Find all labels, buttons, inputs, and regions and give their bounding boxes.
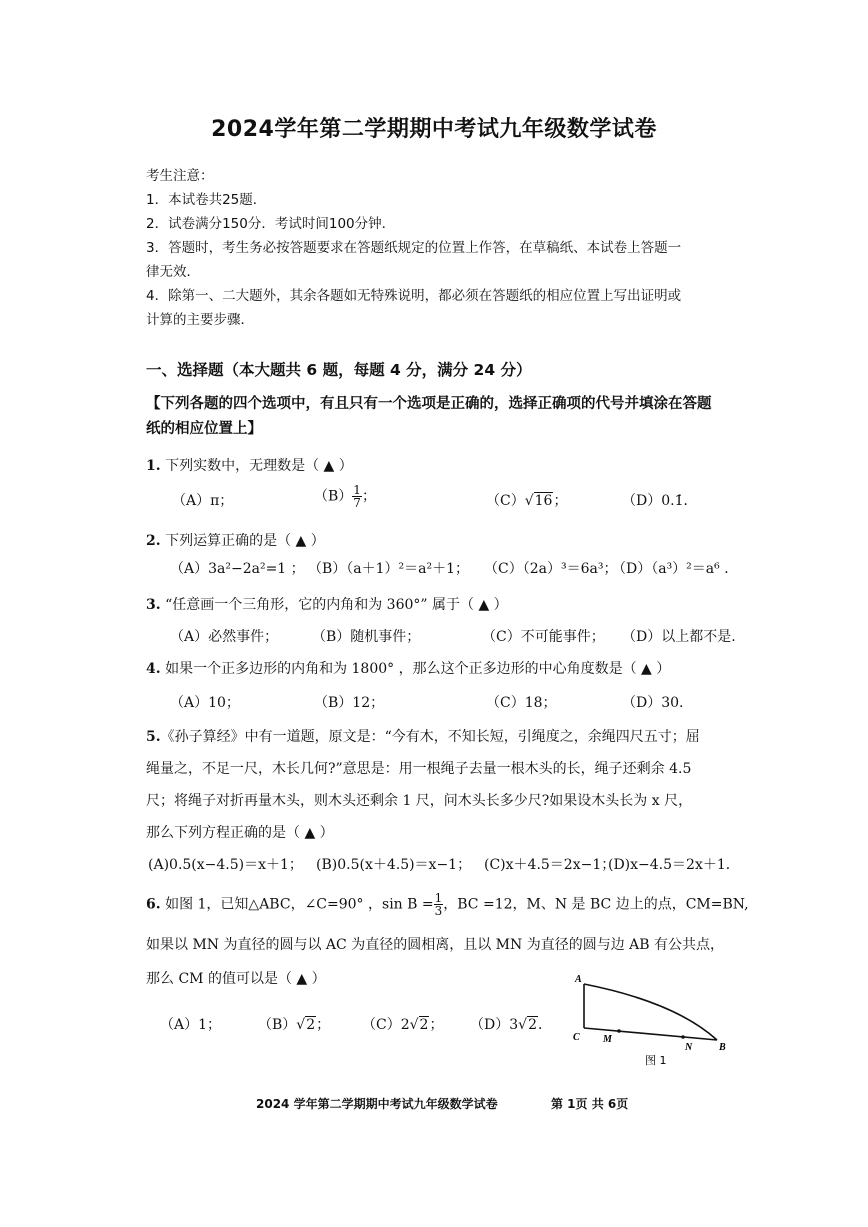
option-prefix: （C） — [486, 493, 525, 509]
question-4 — [146, 658, 670, 678]
label-a: A — [575, 974, 582, 985]
fraction-denominator: 3 — [434, 904, 443, 918]
q1-option-c: （C）√16； — [486, 493, 568, 509]
q3-option-a: （A）必然事件； — [170, 629, 279, 645]
instruction-line: 纸的相应位置上】 — [146, 421, 262, 437]
question-5-line: 绳量之，不足一尺，木长几何?”意思是：用一根绳子去量一根木头的长，绳子还剩余 4.5 — [146, 761, 692, 777]
q2-option-d: （D）（a³）²＝a⁶ ． — [612, 561, 739, 577]
label-c: C — [573, 1032, 580, 1043]
q2-option-c: （C）（2a）³＝6a³； — [484, 561, 618, 577]
page-number: 第 1页 共 6页 — [551, 1097, 629, 1111]
question-number: 6. — [146, 896, 161, 913]
q1-option-d: （D）0.1̇． — [622, 493, 698, 509]
section-instruction — [146, 392, 746, 442]
option-suffix: ； — [361, 488, 376, 505]
side-ab — [584, 984, 717, 1040]
q6-option-d: （D）3√2． — [470, 1017, 552, 1033]
option-prefix: （C）2 — [362, 1017, 410, 1033]
question-stem-cont: ，BC =12，M、N 是 BC 边上的点，CM=BN, — [443, 896, 749, 913]
q3-option-d: （D）以上都不是. — [622, 629, 736, 645]
instruction-line: 【下列各题的四个选项中，有且只有一个选项是正确的，选择正确项的代号并填涂在答题 — [146, 396, 712, 412]
exam-notes — [146, 164, 746, 332]
notes-item: 2．试卷满分150分．考试时间100分钟． — [146, 216, 396, 232]
q3-option-b: （B）随机事件； — [312, 629, 421, 645]
q5-option-a: (A)0.5(x−4.5)＝x＋1； — [148, 857, 303, 873]
question-3 — [146, 594, 508, 614]
figure-caption: 图 1 — [645, 1054, 667, 1067]
fraction-numerator: 1 — [353, 483, 361, 497]
notes-item: 3．答题时，考生务必按答题要求在答题纸规定的位置上作答，在草稿纸、本试卷上答题一 — [146, 240, 682, 256]
notes-item: 1．本试卷共25题． — [146, 192, 267, 208]
q1-option-a: （A）π； — [172, 493, 234, 509]
q4-option-d: （D）30. — [622, 695, 684, 711]
q6-option-c: （C）2√2； — [362, 1017, 444, 1033]
option-prefix: （D）3 — [470, 1017, 519, 1033]
fraction — [434, 892, 444, 917]
question-number: 3. — [146, 597, 161, 613]
footer-title: 2024 学年第二学期期中考试九年级数学试卷 — [256, 1097, 498, 1111]
radicand: 2 — [419, 1017, 429, 1033]
question-number: 2. — [146, 533, 161, 549]
label-n: N — [685, 1042, 693, 1053]
q4-option-a: （A）10； — [170, 695, 240, 711]
question-6 — [146, 892, 749, 917]
option-prefix: （B） — [258, 1017, 297, 1033]
radicand: 2 — [306, 1017, 316, 1033]
question-1 — [146, 455, 353, 475]
question-5 — [146, 726, 700, 746]
q5-option-d: (D)x−4.5＝2x＋1． — [608, 857, 740, 873]
notes-item: 律无效． — [146, 264, 200, 280]
fraction-numerator: 1 — [434, 891, 443, 905]
q5-option-b: (B)0.5(x＋4.5)＝x−1； — [316, 857, 472, 873]
q2-option-a: （A）3a²−2a²=1 ； — [170, 561, 305, 577]
question-stem: 下列运算正确的是（ ▲ ） — [165, 533, 325, 549]
option-suffix: ； — [553, 493, 568, 509]
q4-option-b: （B）12； — [314, 695, 385, 711]
page-title: 2024学年第二学期期中考试九年级数学试卷 — [211, 117, 657, 142]
question-5-line: 那么下列方程正确的是（ ▲ ） — [146, 825, 334, 841]
option-suffix: ． — [537, 1017, 552, 1033]
label-m: M — [603, 1034, 612, 1045]
q2-option-b: （B）（a＋1）²＝a²＋1； — [308, 561, 470, 577]
question-stem: “任意画一个三角形，它的内角和为 360°” 属于（ ▲ ） — [165, 597, 508, 613]
label-b: B — [719, 1042, 726, 1053]
q6-option-b: （B）√2； — [258, 1017, 331, 1033]
question-5-line: 尺；将绳子对折再量木头，则木头还剩余 1 尺，问木头长多少尺?如果设木头长为 x 尺， — [146, 793, 693, 809]
point-m — [617, 1029, 621, 1033]
question-number: 1. — [146, 458, 161, 474]
radicand: 16 — [534, 493, 553, 509]
q1-option-b — [314, 484, 376, 509]
notes-item: 4．除第一、二大题外，其余各题如无特殊说明，都必须在答题纸的相应位置上写出证明或 — [146, 288, 682, 304]
option-prefix: （B） — [314, 488, 353, 505]
q5-option-c: (C)x＋4.5＝2x−1； — [484, 857, 616, 873]
question-number: 4. — [146, 661, 161, 677]
fraction — [352, 484, 362, 509]
question-2 — [146, 530, 325, 550]
radicand: 2 — [528, 1017, 537, 1033]
q3-option-c: （C）不可能事件； — [482, 629, 605, 645]
q6-option-a: （A）1； — [160, 1017, 222, 1033]
question-6-line: 如果以 MN 为直径的圆与以 AC 为直径的圆相离，且以 MN 为直径的圆与边 AB 有公共点， — [146, 937, 724, 953]
notes-item: 计算的主要步骤． — [146, 312, 254, 328]
q4-option-c: （C）18； — [486, 695, 557, 711]
question-number: 5. — [146, 729, 161, 745]
question-stem: 下列实数中，无理数是（ ▲ ） — [165, 458, 353, 474]
question-stem: 如图 1，已知△ABC，∠C=90° ，sin B = — [165, 896, 434, 913]
question-stem: 如果一个正多边形的内角和为 1800° ，那么这个正多边形的中心角度数是（ ▲ ） — [165, 661, 671, 677]
notes-heading: 考生注意： — [146, 168, 214, 184]
question-6-line: 那么 CM 的值可以是（ ▲ ） — [146, 971, 326, 987]
fraction-denominator: 7 — [353, 496, 361, 510]
section-title: 一、选择题（本大题共 6 题，每题 4 分，满分 24 分） — [146, 361, 532, 379]
option-suffix: ； — [316, 1017, 331, 1033]
option-suffix: ； — [429, 1017, 444, 1033]
question-stem: 《孙子算经》中有一道题，原文是：“今有木，不知长短，引绳度之，余绳四尺五寸；屈 — [160, 729, 700, 745]
triangle-figure — [565, 972, 735, 1072]
point-n — [681, 1035, 685, 1039]
